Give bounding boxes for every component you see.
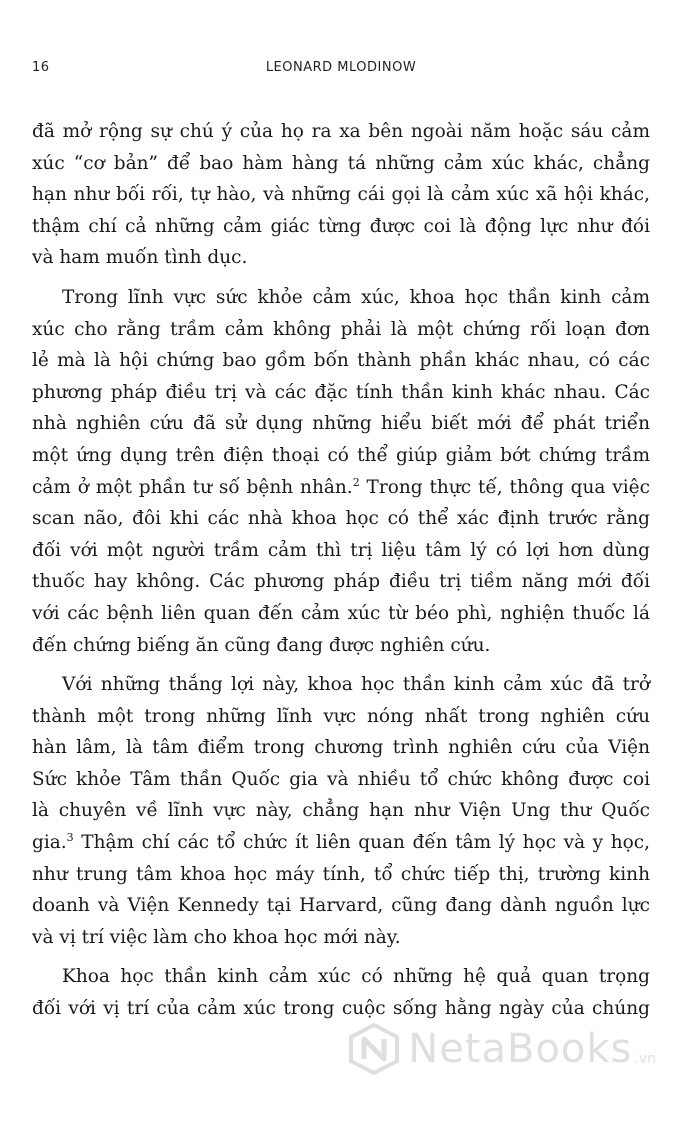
- text-segment: Thậm chí các tổ chức ít liên quan đến tâm lý học và y học,: [73, 832, 650, 854]
- text-line: hạn như bối rối, tự hào, và những cái gọi là cảm xúc xã hội khác,: [32, 184, 650, 206]
- text-line: thành một trong những lĩnh vực nóng nhất trong nghiên cứu: [32, 705, 650, 727]
- text-line: phương pháp điều trị và các đặc tính thần kinh khác nhau. Các: [32, 381, 650, 403]
- body-text: [32, 116, 650, 1033]
- text-line: đến chứng biếng ăn cũng đang được nghiên cứu.: [32, 634, 491, 656]
- text-line: đối với vị trí của cảm xúc trong cuộc sống hằng ngày của chúng: [32, 998, 650, 1020]
- text-segment: gia.: [32, 832, 67, 854]
- text-line: thậm chí cả những cảm giác từng được coi là động lực như đói: [32, 215, 650, 237]
- paragraph-2: [32, 282, 650, 661]
- watermark-brand: NetaBooks: [408, 1026, 633, 1072]
- text-line: doanh và Viện Kennedy tại Harvard, cũng đang dành nguồn lực: [32, 895, 650, 917]
- watermark-domain: .vn: [634, 1051, 656, 1067]
- paragraph-3: [32, 669, 650, 953]
- page-number: 16: [32, 60, 50, 75]
- text-segment: cảm ở một phần tư số bệnh nhân.: [32, 476, 353, 498]
- text-line: đã mở rộng sự chú ý của họ ra xa bên ngoài năm hoặc sáu cảm: [32, 121, 650, 142]
- netabooks-logo-icon: [348, 1023, 400, 1075]
- text-line-with-footnote: [32, 827, 650, 859]
- text-line: là chuyên về lĩnh vực này, chẳng hạn như Viện Ung thư Quốc: [32, 800, 650, 822]
- text-line: hàn lâm, là tâm điểm trong chương trình nghiên cứu của Viện: [32, 737, 650, 759]
- text-line: xúc “cơ bản” để bao hàm hàng tá những cảm xúc khác, chẳng: [32, 152, 650, 174]
- text-line: với các bệnh liên quan đến cảm xúc từ béo phì, nghiện thuốc lá: [32, 602, 650, 624]
- text-line: nhà nghiên cứu đã sử dụng những hiểu biết mới để phát triển: [32, 413, 650, 435]
- text-line: Trong lĩnh vực sức khỏe cảm xúc, khoa học thần kinh cảm: [62, 286, 650, 308]
- text-line: lẻ mà là hội chứng bao gồm bốn thành phần khác nhau, có các: [32, 350, 650, 372]
- running-head: LEONARD MLODINOW: [265, 60, 417, 75]
- text-line: một ứng dụng trên điện thoại có thể giúp giảm bớt chứng trầm: [32, 444, 650, 466]
- text-segment: Trong thực tế, thông qua việc: [359, 476, 650, 498]
- paragraph-4: [32, 961, 650, 1024]
- text-line: Khoa học thần kinh cảm xúc có những hệ quả quan trọng: [62, 966, 650, 988]
- text-line-with-footnote: [32, 472, 650, 504]
- text-line: xúc cho rằng trầm cảm không phải là một chứng rối loạn đơn: [32, 318, 650, 340]
- text-line: scan não, đôi khi các nhà khoa học có thể xác định trước rằng: [32, 508, 650, 530]
- text-line: Với những thắng lợi này, khoa học thần kinh cảm xúc đã trở: [62, 674, 650, 696]
- text-line: Sức khỏe Tâm thần Quốc gia và nhiều tổ chức không được coi: [32, 768, 650, 790]
- page-header: [32, 60, 650, 80]
- text-line: như trung tâm khoa học máy tính, tổ chức tiếp thị, trường kinh: [32, 863, 650, 885]
- text-line: và ham muốn tình dục.: [32, 247, 248, 269]
- text-line: thuốc hay không. Các phương pháp điều trị tiềm năng mới đối: [32, 571, 650, 593]
- footnote-marker[interactable]: 2: [352, 475, 360, 489]
- text-line: đối với một người trầm cảm thì trị liệu tâm lý có lợi hơn dùng: [32, 539, 650, 561]
- footnote-marker[interactable]: 3: [66, 830, 74, 844]
- watermark: [348, 1023, 656, 1075]
- paragraph-1: [32, 116, 650, 274]
- text-line: và vị trí việc làm cho khoa học mới này.: [32, 926, 401, 948]
